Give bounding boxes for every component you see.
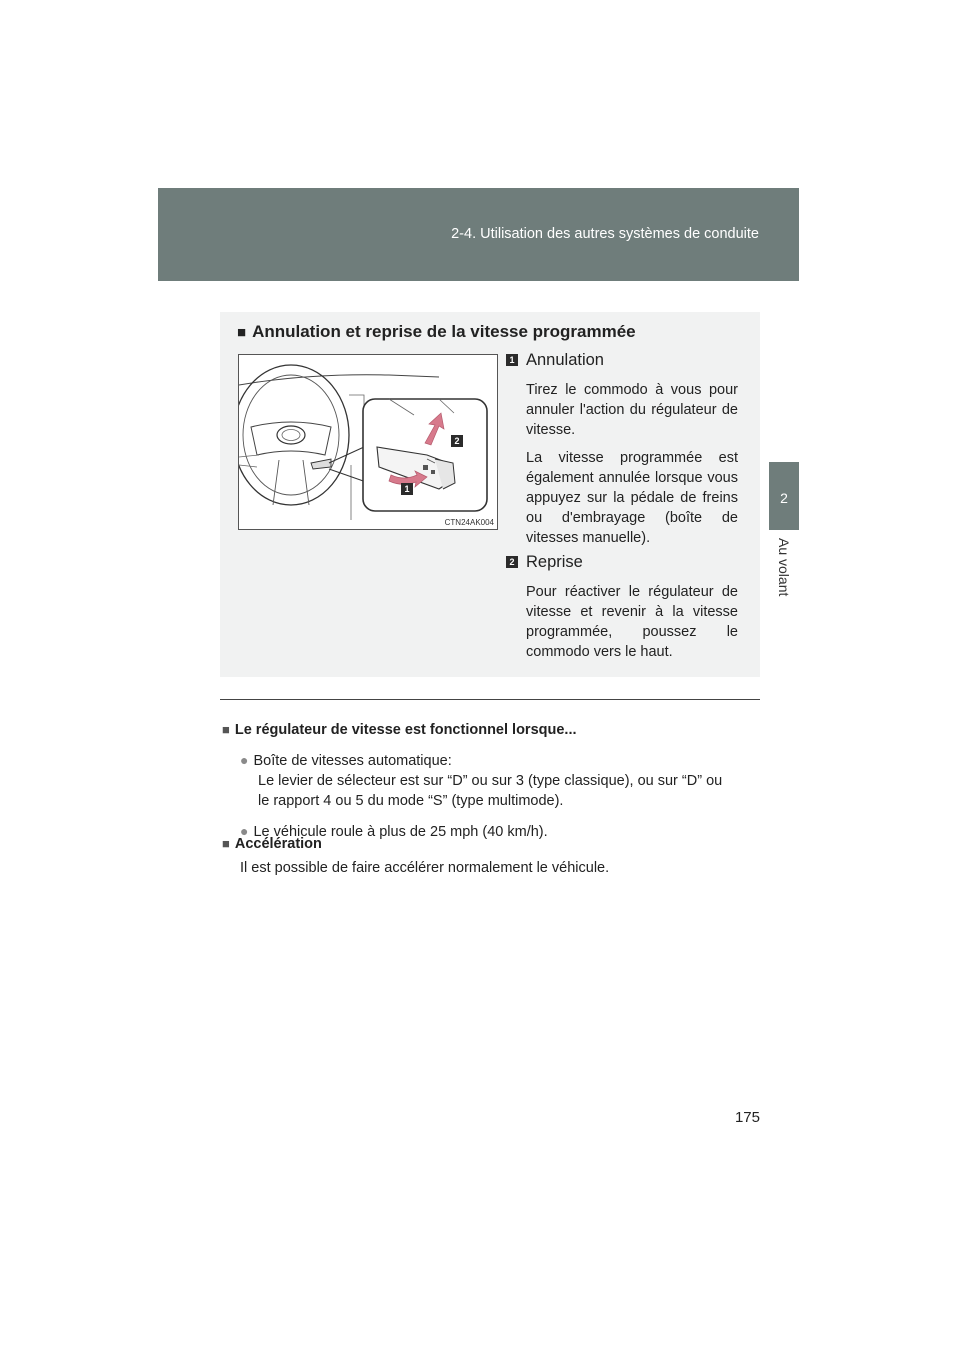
note-bullet-gearbox-line1: Boîte de vitesses automatique:	[253, 753, 452, 769]
note-acceleration	[222, 834, 762, 878]
step-marker-1: 1	[506, 354, 518, 366]
step-text-annulation-2: La vitesse programmée est également annulée lorsque vous appuyez sur la pédale de freins ou d'embrayage (boîte de vitesses manuelle).	[526, 450, 738, 546]
note-heading-acceleration-text: Accélération	[234, 836, 322, 852]
cancel-resume-panel	[220, 312, 760, 677]
page-number: 175	[734, 1109, 760, 1126]
step-title-reprise: Reprise	[526, 553, 583, 571]
note-heading-operational-text: Le régulateur de vitesse est fonctionnel lorsque...	[234, 722, 577, 738]
chapter-tab	[769, 462, 799, 530]
section-divider	[220, 699, 760, 700]
chapter-label: Au volant	[776, 538, 792, 597]
square-bullet-icon: ■	[237, 324, 247, 341]
header-band	[158, 188, 799, 281]
section-title: 2-4. Utilisation des autres systèmes de conduite	[451, 226, 759, 242]
step-text-annulation-1: Tirez le commodo à vous pour annuler l'action du régulateur de vitesse.	[526, 382, 738, 438]
square-bullet-icon: ■	[222, 836, 230, 851]
note-bullet-gearbox-line3: le rapport 4 ou 5 du mode “S” (type multimode).	[258, 793, 564, 809]
note-bullet-gearbox	[222, 750, 762, 811]
step-marker-2: 2	[506, 556, 518, 568]
step-text-reprise: Pour réactiver le régulateur de vitesse et revenir à la vitesse programmée, poussez le commodo vers le haut.	[526, 584, 738, 660]
callout-marker-2: 2	[451, 435, 463, 447]
callout-marker-1: 1	[401, 483, 413, 495]
chapter-number: 2	[780, 490, 788, 506]
note-heading-acceleration	[222, 834, 762, 854]
panel-title	[237, 322, 636, 342]
note-acceleration-text: Il est possible de faire accélérer normalement le véhicule.	[240, 860, 610, 876]
note-bullet-speed-text: Le véhicule roule à plus de 25 mph (40 km/h).	[253, 824, 548, 840]
note-heading-operational	[222, 720, 762, 740]
square-bullet-icon: ■	[222, 722, 230, 737]
panel-title-text: Annulation et reprise de la vitesse programmée	[252, 322, 636, 341]
steering-wheel-lever-illustration	[238, 354, 498, 530]
figure-code: CTN24AK004	[444, 518, 494, 527]
note-bullet-gearbox-line2: Le levier de sélecteur est sur “D” ou sur 3 (type classique), ou sur “D” ou	[258, 773, 723, 789]
bullet-dot-icon: ●	[240, 823, 249, 839]
note-operational	[222, 720, 762, 842]
step-title-annulation: Annulation	[526, 351, 604, 369]
bullet-dot-icon: ●	[240, 752, 249, 768]
